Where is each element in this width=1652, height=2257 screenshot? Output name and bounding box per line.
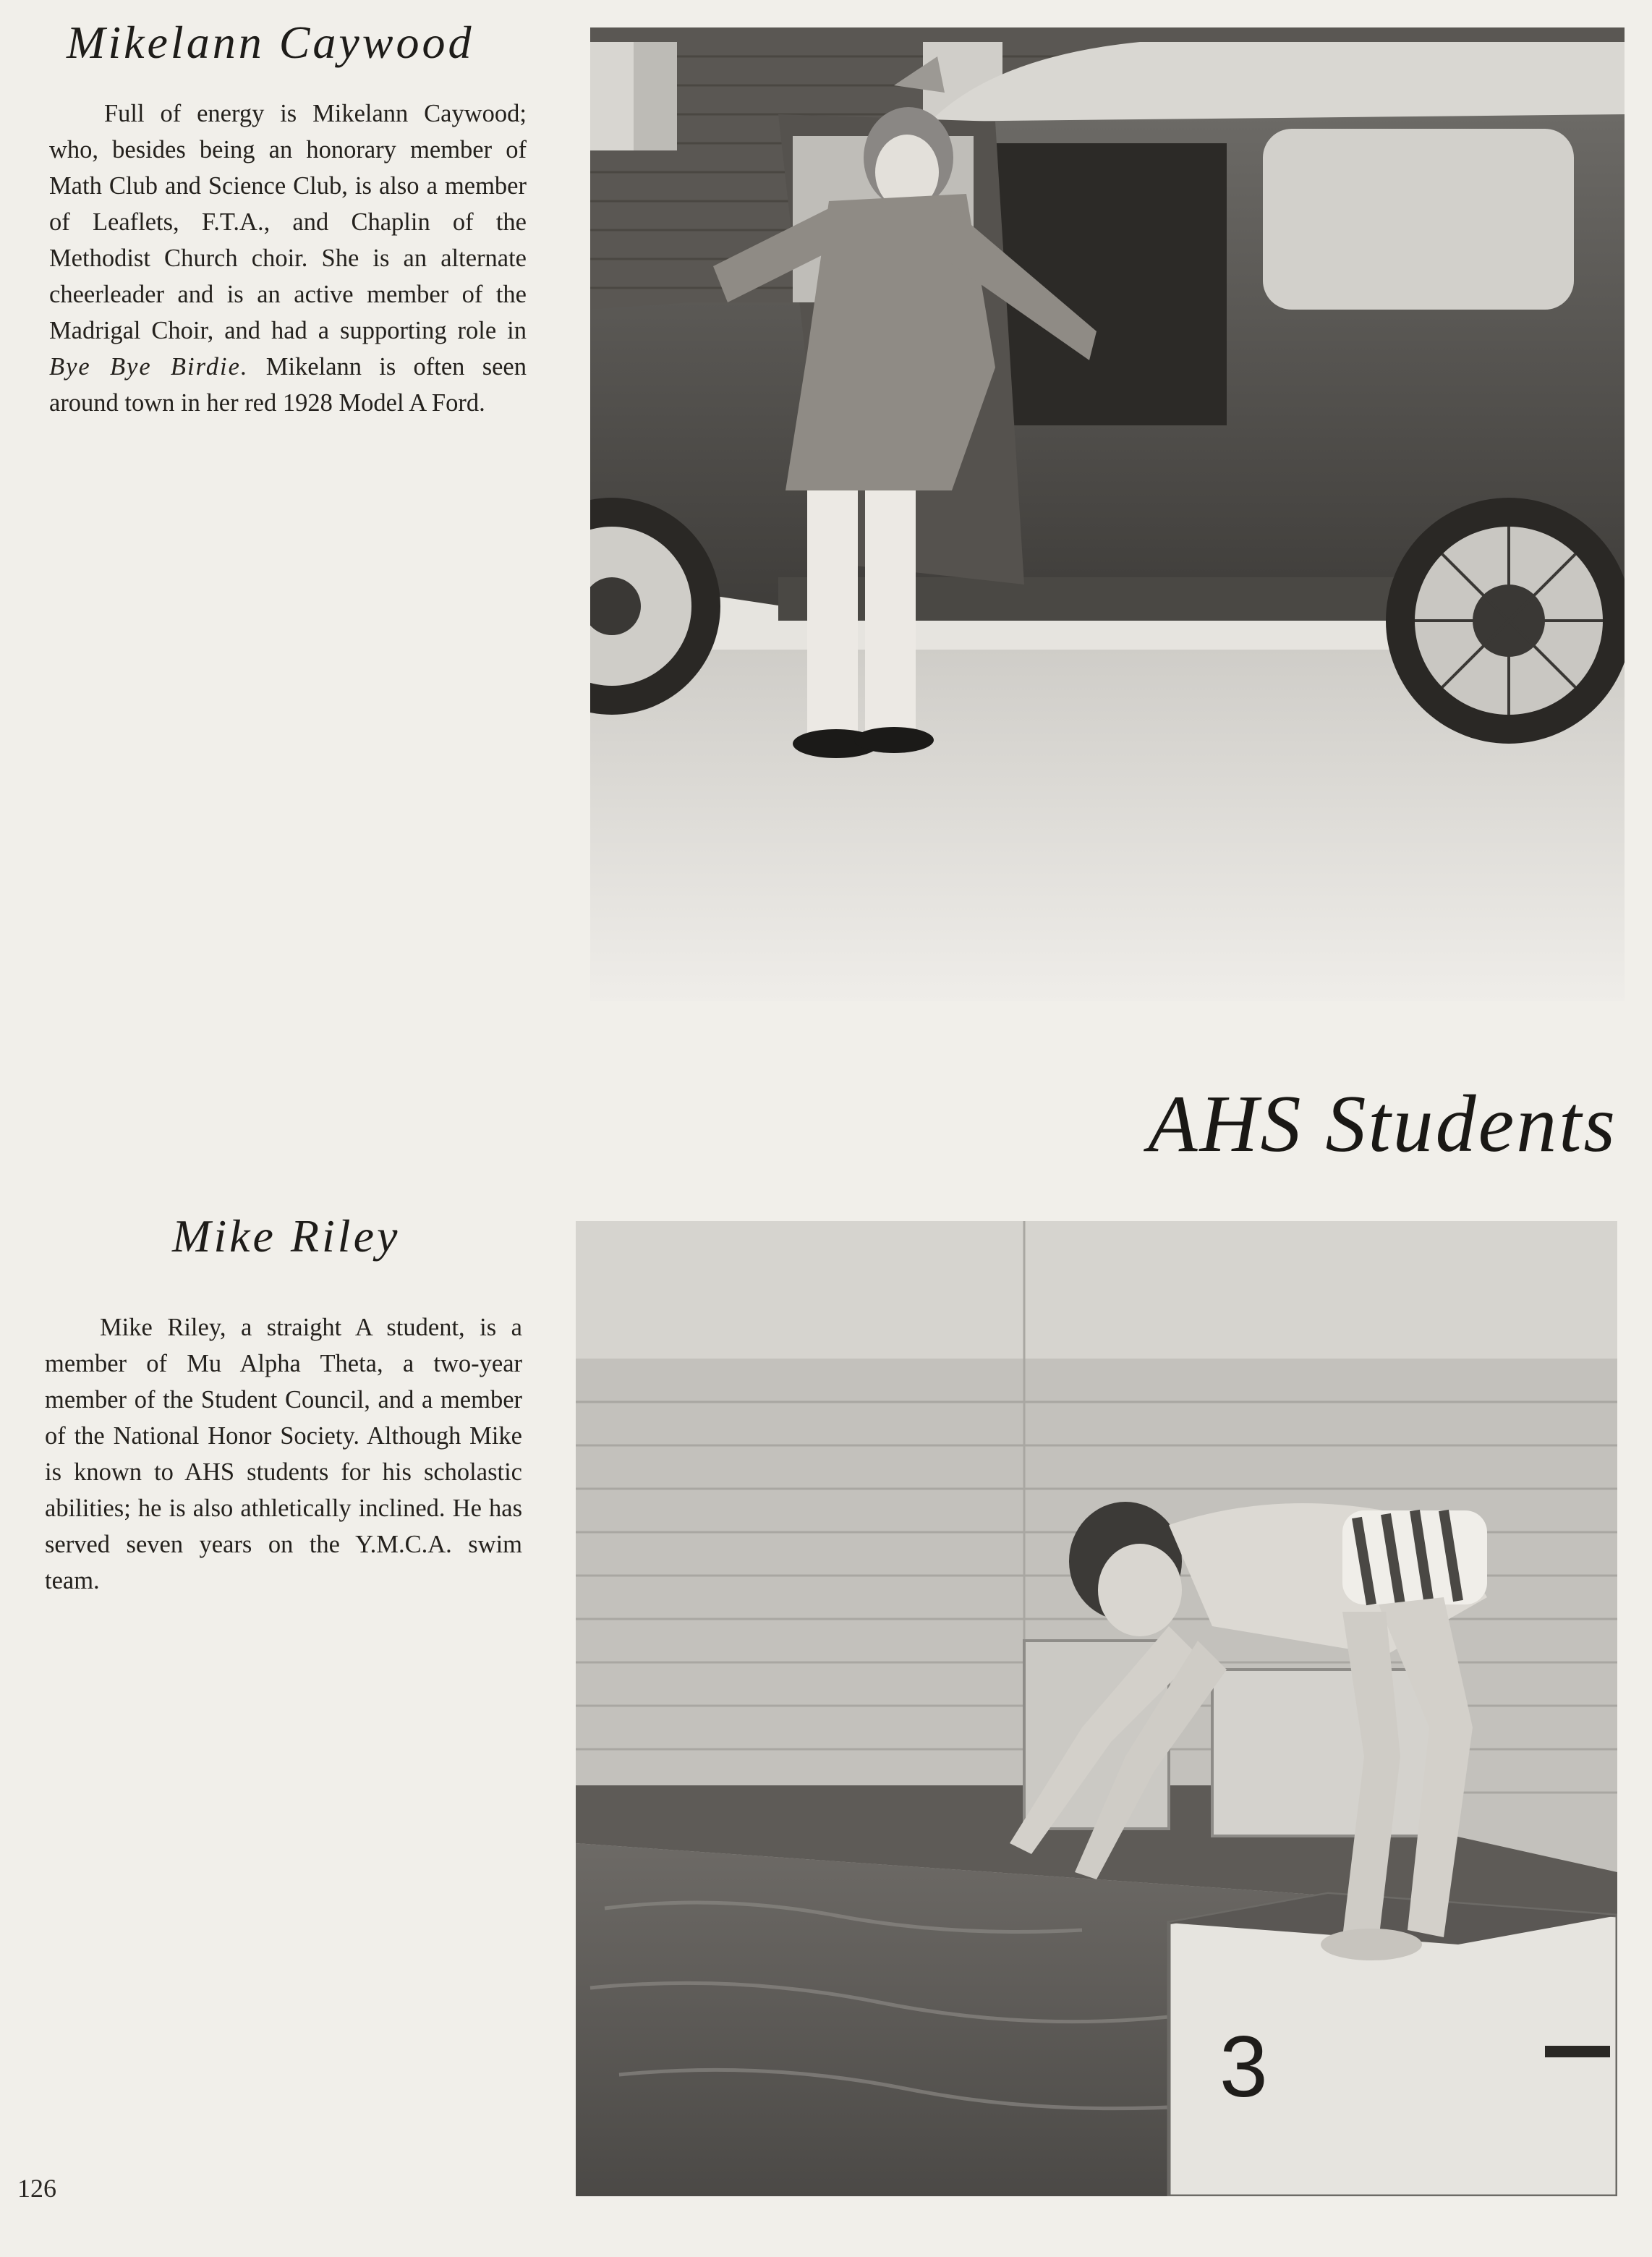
section-title: AHS Students [1148,1079,1617,1169]
profile-bio-riley [45,1309,522,1599]
bio-paragraph [49,95,527,421]
car-photo-illustration [590,27,1625,1001]
swim-photo-illustration [576,1221,1617,2196]
starting-block-number: 3 [1219,2018,1268,2115]
profile-name-caywood: Mikelann Caywood [67,17,474,68]
profile-bio-caywood [49,95,527,421]
bio-text-before: Full of energy is Mikelann Caywood; who, besides being an honorary member of Math Club and Science Club, is also a member of Leaflets, F.T.A., and Chaplin of the Methodist Church choir. She is an alternate cheerleader and is an active member of the Madrigal Choir, and had a supporting role in [49,100,527,344]
photo-caywood-model-a-ford [590,27,1625,1001]
bio-text-after: Mikelann is often seen around town in her red 1928 Model A Ford. [49,353,527,417]
photo-riley-swimmer [576,1221,1617,2196]
bio-paragraph: Mike Riley, a straight A student, is a member of Mu Alpha Theta, a two-year member of the Student Council, and a member of the National Honor Society. Although Mike is known to AHS students for his scholastic abilities; he is also athletically inclined. He has served seven years on the Y.M.C.A. swim team. [45,1314,522,1594]
profile-name-riley: Mike Riley [172,1210,401,1262]
play-title: Bye Bye Birdie. [49,353,249,381]
page-number: 126 [17,2174,56,2203]
